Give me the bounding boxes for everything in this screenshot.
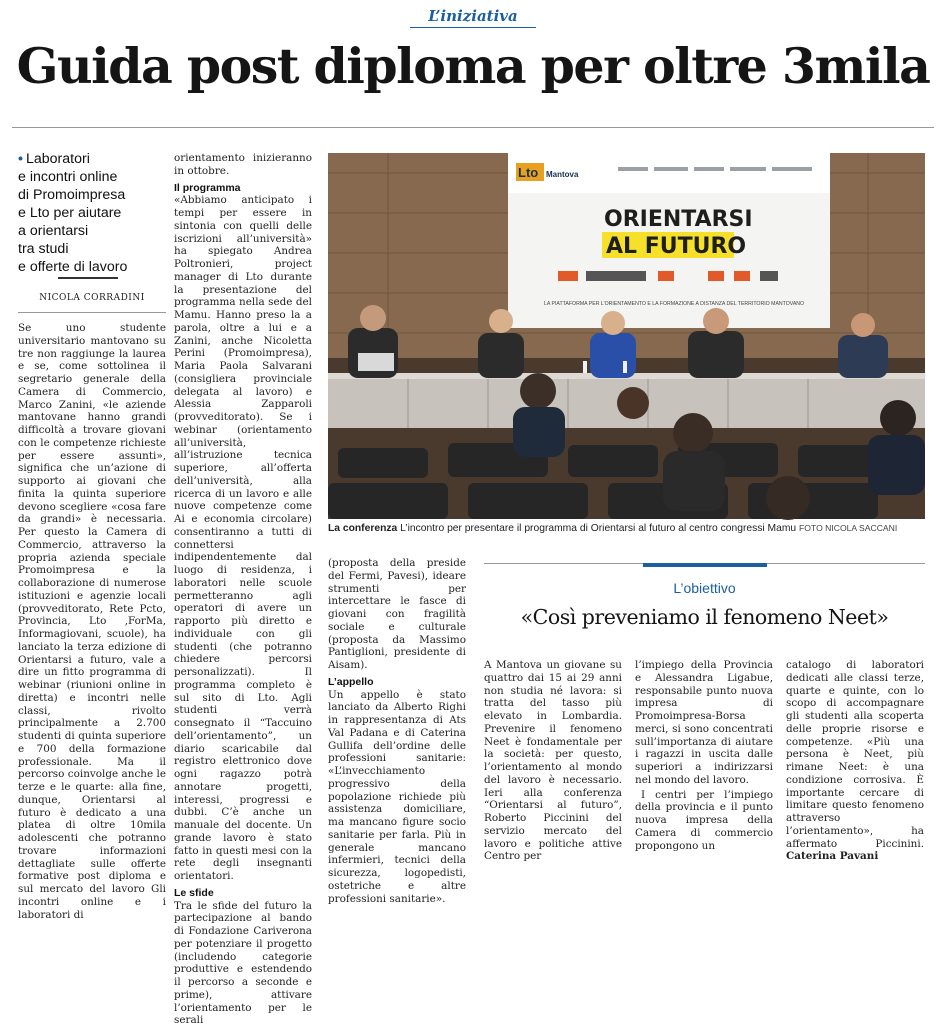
section-kicker: L’iniziativa (410, 7, 535, 28)
summary-bullet: • (18, 151, 23, 167)
sidebar-box-tab (643, 563, 767, 567)
photo-caption (328, 523, 925, 534)
sidebar-text: catalogo di laboratori dedicati alle classi terze, quarte e quinte, con lo scopo di accompagnare gli studenti alla scoperta delle proprie risorse e competenze. «Più una persona è Neet, più rimane Neet: è una condizione corrosiva. È importante cercare di limitare questo fenomeno attraverso l’orientamento», ha affermato Piccinini. (786, 659, 924, 850)
article-paragraph: Tra le sfide del futuro la partecipazione al bando di Fondazione Cariverona per potenziare il progetto (includendo categorie produttive e estendendo il percorso a seconde e prime), attivare l’orientamento per le serali (174, 900, 312, 1027)
screen-title-1: ORIENTARSI (604, 207, 753, 232)
screen-logo-sub: Mantova (546, 170, 579, 179)
author-byline: NICOLA CORRADINI (18, 293, 166, 303)
section-kicker-wrap (0, 6, 946, 28)
screen-tagline: LA PIATTAFORMA PER L’ORIENTAMENTO E LA FORMAZIONE A DISTANZA DEL TERRITORIO MANTOVANO (544, 301, 804, 307)
screen-title-2: AL FUTURO (606, 234, 746, 259)
summary-line: e incontri online (18, 169, 117, 185)
subheading-sfide: Le sfide (174, 887, 312, 900)
summary (18, 150, 166, 276)
article-paragraph: orientamento inizieranno in ottobre. (174, 152, 312, 178)
article-paragraph: Se uno studente universitario mantovano su tre non raggiunge la laurea e se, come sottolinea il segretario generale della Camera di Commercio, Marco Zanini, «le aziende mantovane hanno grandi difficoltà a trovare giovani con le competenze richieste per essere assunti», significa che un’azione di supporto ai giovani che finita la quinta superiore devono scegliere «cosa fare da grandi» è necessaria. Per questo la Camera di Commercio, attraverso la propria azienda speciale Promoimpresa e la collaborazione di numerose istituzioni e agenzie locali (provveditorato, Rete Pcto, Provincia, Lto ,ForMa, Informagiovani, scuole), ha lanciato la terza edizione di Orientarsi a futuro, vale a dire un fitto programma di webinar (riunioni online in diretta) e incontri nelle classi, rivolto principalmente a 2.700 studenti di quinta superiore e 700 della formazione professionale. Ma il percorso coinvolge anche le terze e le quarte: alla fine, dunque, Orientarsi al futuro è dedicato a una platea di oltre 10mila adolescenti che potranno trovare informazioni dettagliate sulle offerte formative post diploma e sul mercato del lavoro Gli incontri online e i laboratori di (18, 322, 166, 921)
headline-rule (12, 127, 934, 128)
caption-text: L’incontro per presentare il programma di Orientarsi al futuro al centro congressi Mamu (400, 523, 796, 534)
sidebar-paragraph (786, 659, 924, 863)
conference-photo-svg (328, 153, 925, 519)
sidebar-column-1 (484, 659, 622, 863)
sidebar-title: «Così preveniamo il fenomeno Neet» (484, 605, 925, 629)
summary-line: tra studi (18, 241, 68, 257)
article-paragraph: (proposta della preside del Fermi, Pavesi), ideare strumenti per intercettare le fasce di giovani con fragilità sociale e culturale (proposta da Massimo Pantiglioni, presidente di Aisam). (328, 557, 466, 672)
summary-line: di Promoimpresa (18, 187, 125, 203)
screen-logo: Lto (518, 165, 538, 180)
sidebar-column-2 (635, 659, 773, 852)
sidebar-paragraph: I centri per l’impiego della provincia e il punto nuova impresa della Camera di commercio propongono un (635, 789, 773, 853)
summary-line: Laboratori (26, 151, 90, 167)
article-paragraph: «Abbiamo anticipato i tempi per essere in sintonia con quelli delle iscrizioni all’università» ha spiegato Andrea Poltronieri, project manager di Lto durante la presentazione del programma nella sede del Mamu. Hanno preso la a parola, oltre a lui e a Zanini, anche Nicoletta Perini (Promoimpresa), Maria Paola Salvarani (consigliera provinciale delegata al lavoro) e Alessia Zapparoli (provveditorato). Se i webinar (orientamento all’università, all’istruzione tecnica superiore, all’offerta dell’università, alla ricerca di un lavoro e alle nuove competenze come Ai e economia circolare) consentiranno a tutti di connettersi indipendentemente dal luogo di residenza, i laboratori nelle scuole permetteranno agli operatori di avere un rapporto più diretto e individuale con gli studenti (che potranno chiedere percorsi personalizzati). Il programma completo è sul sito di Lto. Agli studenti verrà consegnato il “Taccuino dell’orientamento”, un diario scaricabile dal registro elettronico dove ogni ragazzo potrà annotare progetti, interessi, progressi e dubbi. C’è anche un manuale del docente. Un grande lavoro è stato fatto in questi mesi con la rete degli insegnanti orientatori. (174, 194, 312, 883)
subheading-appello: L’appello (328, 676, 466, 689)
sidebar-column-3 (786, 659, 924, 863)
caption-lead: La conferenza (328, 523, 397, 534)
headline: Guida post diploma per oltre 3mila (0, 40, 946, 94)
article-paragraph: Un appello è stato lanciato da Alberto Righi in rappresentanza di Ats Val Padana e di Caterina Gullifa dell’ordine delle professioni sanitarie: «L’invecchiamento progressivo della popolazione richiede più assistenza domiciliare, ma mancano figure socio sanitarie per farla. Più in generale mancano infermieri, tecnici della sicurezza, logopedisti, ostetriche e altre professioni sanitarie». (328, 689, 466, 906)
article-column-2 (174, 152, 312, 1027)
summary-line: e Lto per aiutare (18, 205, 121, 221)
article-column-3 (328, 557, 466, 905)
summary-line: e offerte di lavoro (18, 259, 127, 275)
sidebar-kicker: L’obiettivo (484, 580, 925, 596)
subheading-programma: Il programma (174, 182, 312, 195)
photo-credit: FOTO NICOLA SACCANI (799, 523, 897, 533)
sidebar-paragraph: A Mantova un giovane su quattro dai 15 ai 29 anni non studia né lavora: si tratta del tasso più elevato in Lombardia. Prevenire il fenomeno Neet è fondamentale per la società: per questo, l’orientamento al mondo del lavoro è necessario. Ieri alla conferenza “Orientarsi al futuro”, Roberto Piccinini del servizio mercato del lavoro e politiche attive Centro per (484, 659, 622, 863)
conference-photo (328, 153, 925, 519)
summary-divider (58, 277, 118, 279)
article-column-1 (18, 322, 166, 921)
sidebar-signature: Caterina Pavani (786, 850, 878, 862)
byline-divider (18, 312, 166, 313)
summary-line: a orientarsi (18, 223, 88, 239)
sidebar-paragraph: l’impiego della Provincia e Alessandra Ligabue, responsabile punto nuova impresa di Promoimpresa-Borsa merci, si sono concentrati sull’importanza di aiutare i ragazzi in uscita dalle superiori a indirizzarsi nel mondo del lavoro. (635, 659, 773, 787)
